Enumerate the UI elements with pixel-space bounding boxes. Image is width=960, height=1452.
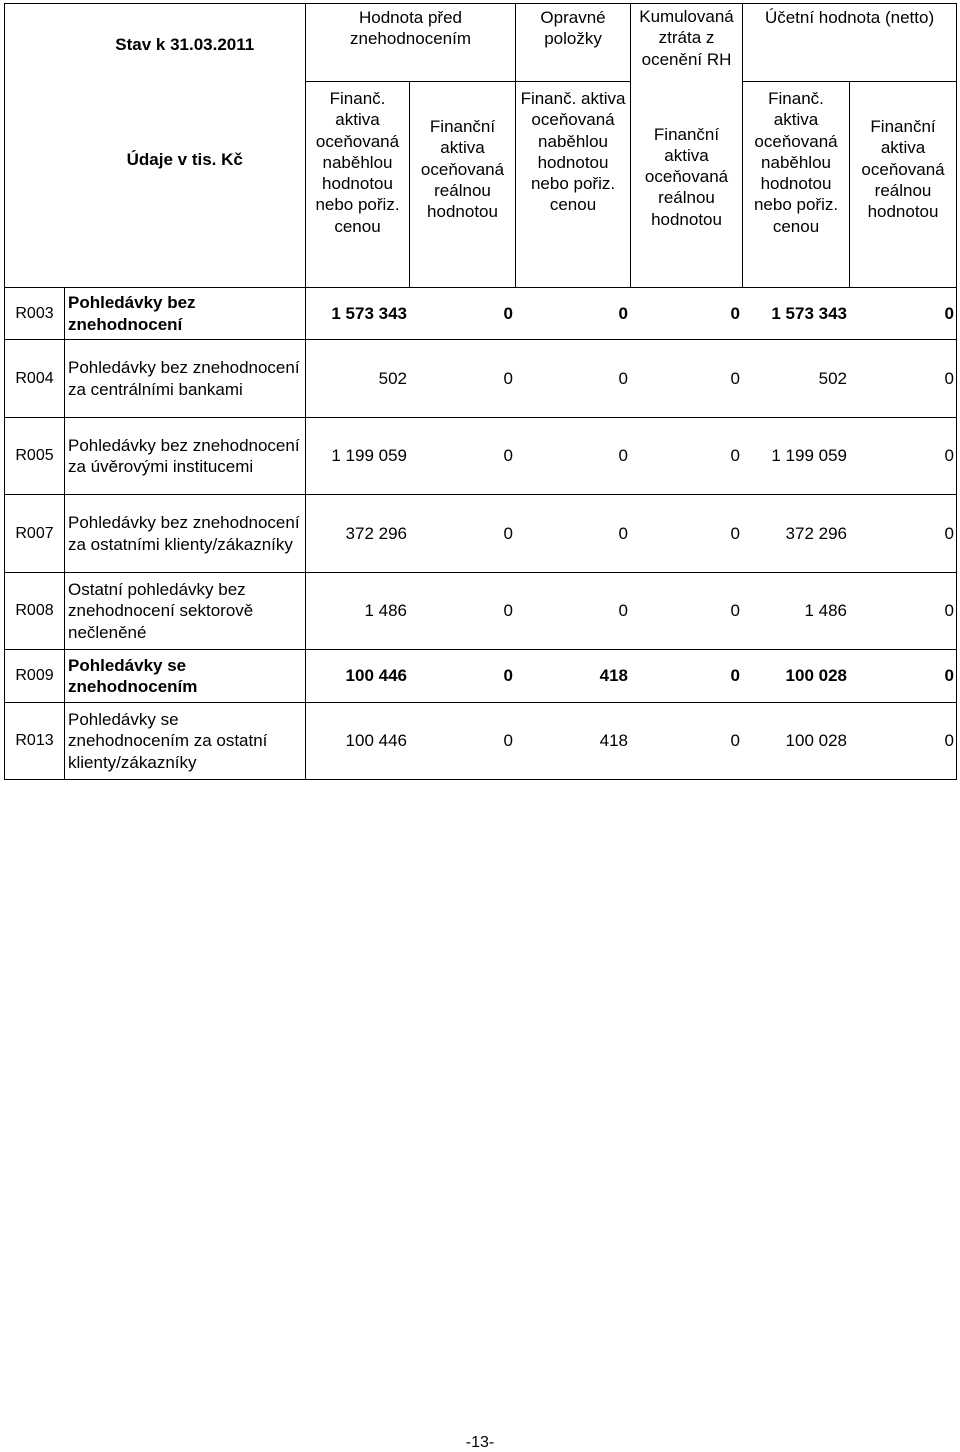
value-gross-fair: 0 — [503, 731, 513, 751]
value-gross-fair: 0 — [503, 523, 513, 543]
value-net-fair: 0 — [944, 368, 954, 388]
value-gross-cost: 502 — [378, 368, 407, 388]
row-label: Pohledávky bez znehodnocení za centrálními bankami — [65, 340, 306, 418]
value-impairment: 0 — [618, 523, 628, 543]
value-impairment: 418 — [599, 666, 628, 686]
value-net-cost: 100 028 — [785, 666, 847, 686]
value-impairment: 418 — [599, 731, 628, 751]
value-net-cost: 100 028 — [785, 731, 847, 751]
units-label: Údaje v tis. Kč — [65, 82, 306, 288]
value-gross-cost: 1 199 059 — [331, 446, 407, 466]
row-label: Ostatní pohledávky bez znehodnocení sektorově nečleněné — [65, 573, 306, 650]
row-code: R009 — [5, 650, 65, 703]
value-impairment: 0 — [618, 446, 628, 466]
value-cumulative-loss: 0 — [730, 368, 740, 388]
value-cumulative-loss: 0 — [730, 666, 740, 686]
value-gross-fair: 0 — [503, 368, 513, 388]
value-net-fair: 0 — [944, 731, 954, 751]
value-net-cost: 1 199 059 — [771, 446, 847, 466]
value-gross-cost: 1 573 343 — [331, 303, 407, 323]
page-number: -13- — [465, 1434, 495, 1451]
value-cumulative-loss: 0 — [730, 731, 740, 751]
value-gross-cost: 100 446 — [345, 666, 407, 686]
value-gross-fair: 0 — [503, 601, 513, 621]
stav-label: Stav k 31.03.2011 — [65, 4, 306, 82]
value-net-fair: 0 — [944, 523, 954, 543]
value-net-fair: 0 — [944, 446, 954, 466]
group-header-gross: Hodnota před znehodnocením — [306, 4, 516, 82]
value-impairment: 0 — [618, 601, 628, 621]
subheader-cumulative-fair: Finanční aktiva oceňovaná reálnou hodnotou — [631, 82, 743, 288]
value-gross-cost: 372 296 — [345, 523, 407, 543]
row-label: Pohledávky se znehodnocením — [65, 650, 306, 703]
value-gross-fair: 0 — [503, 446, 513, 466]
row-code: R013 — [5, 703, 65, 780]
table-row — [5, 340, 957, 418]
value-gross-fair: 0 — [503, 303, 513, 323]
group-header-net: Účetní hodnota (netto) — [743, 4, 957, 82]
value-cumulative-loss: 0 — [730, 601, 740, 621]
value-net-cost: 372 296 — [785, 523, 847, 543]
row-code: R005 — [5, 418, 65, 495]
value-net-fair: 0 — [944, 601, 954, 621]
value-impairment: 0 — [618, 368, 628, 388]
row-code: R008 — [5, 573, 65, 650]
subheader-net-fair: Finanční aktiva oceňovaná reálnou hodnotou — [850, 82, 957, 288]
value-net-cost: 1 486 — [804, 601, 847, 621]
table-row — [5, 418, 957, 495]
value-net-cost: 502 — [818, 368, 847, 388]
subheader-net-cost: Finanč. aktiva oceňovaná naběhlou hodnotou nebo pořiz. cenou — [743, 82, 850, 288]
value-net-fair: 0 — [944, 666, 954, 686]
table-row — [5, 495, 957, 573]
value-impairment: 0 — [618, 303, 628, 323]
row-label: Pohledávky se znehodnocením za ostatní klienty/zákazníky — [65, 703, 306, 780]
corner-cell — [5, 4, 65, 82]
value-cumulative-loss: 0 — [730, 303, 740, 323]
value-net-cost: 1 573 343 — [771, 303, 847, 323]
row-label: Pohledávky bez znehodnocení za ostatními klienty/zákazníky — [65, 495, 306, 573]
subheader-impairment-cost: Finanč. aktiva oceňovaná naběhlou hodnotou nebo pořiz. cenou — [516, 82, 631, 288]
group-header-impairment: Opravné položky — [516, 4, 631, 82]
report-table — [4, 3, 957, 780]
group-header-cumulative-loss: Kumulovaná ztráta z ocenění RH — [631, 4, 743, 82]
table-row — [5, 288, 957, 340]
value-cumulative-loss: 0 — [730, 523, 740, 543]
value-gross-cost: 100 446 — [345, 731, 407, 751]
subheader-gross-cost: Finanč. aktiva oceňovaná naběhlou hodnotou nebo pořiz. cenou — [306, 82, 410, 288]
table-row — [5, 573, 957, 650]
corner-cell-lower — [5, 82, 65, 288]
row-label: Pohledávky bez znehodnocení za úvěrovými institucemi — [65, 418, 306, 495]
value-net-fair: 0 — [944, 303, 954, 323]
subheader-gross-fair: Finanční aktiva oceňovaná reálnou hodnotou — [410, 82, 516, 288]
value-gross-fair: 0 — [503, 666, 513, 686]
row-code: R003 — [5, 288, 65, 340]
row-code: R007 — [5, 495, 65, 573]
value-gross-cost: 1 486 — [364, 601, 407, 621]
table-row — [5, 650, 957, 703]
table-row — [5, 703, 957, 780]
row-code: R004 — [5, 340, 65, 418]
row-label: Pohledávky bez znehodnocení — [65, 288, 306, 340]
value-cumulative-loss: 0 — [730, 446, 740, 466]
